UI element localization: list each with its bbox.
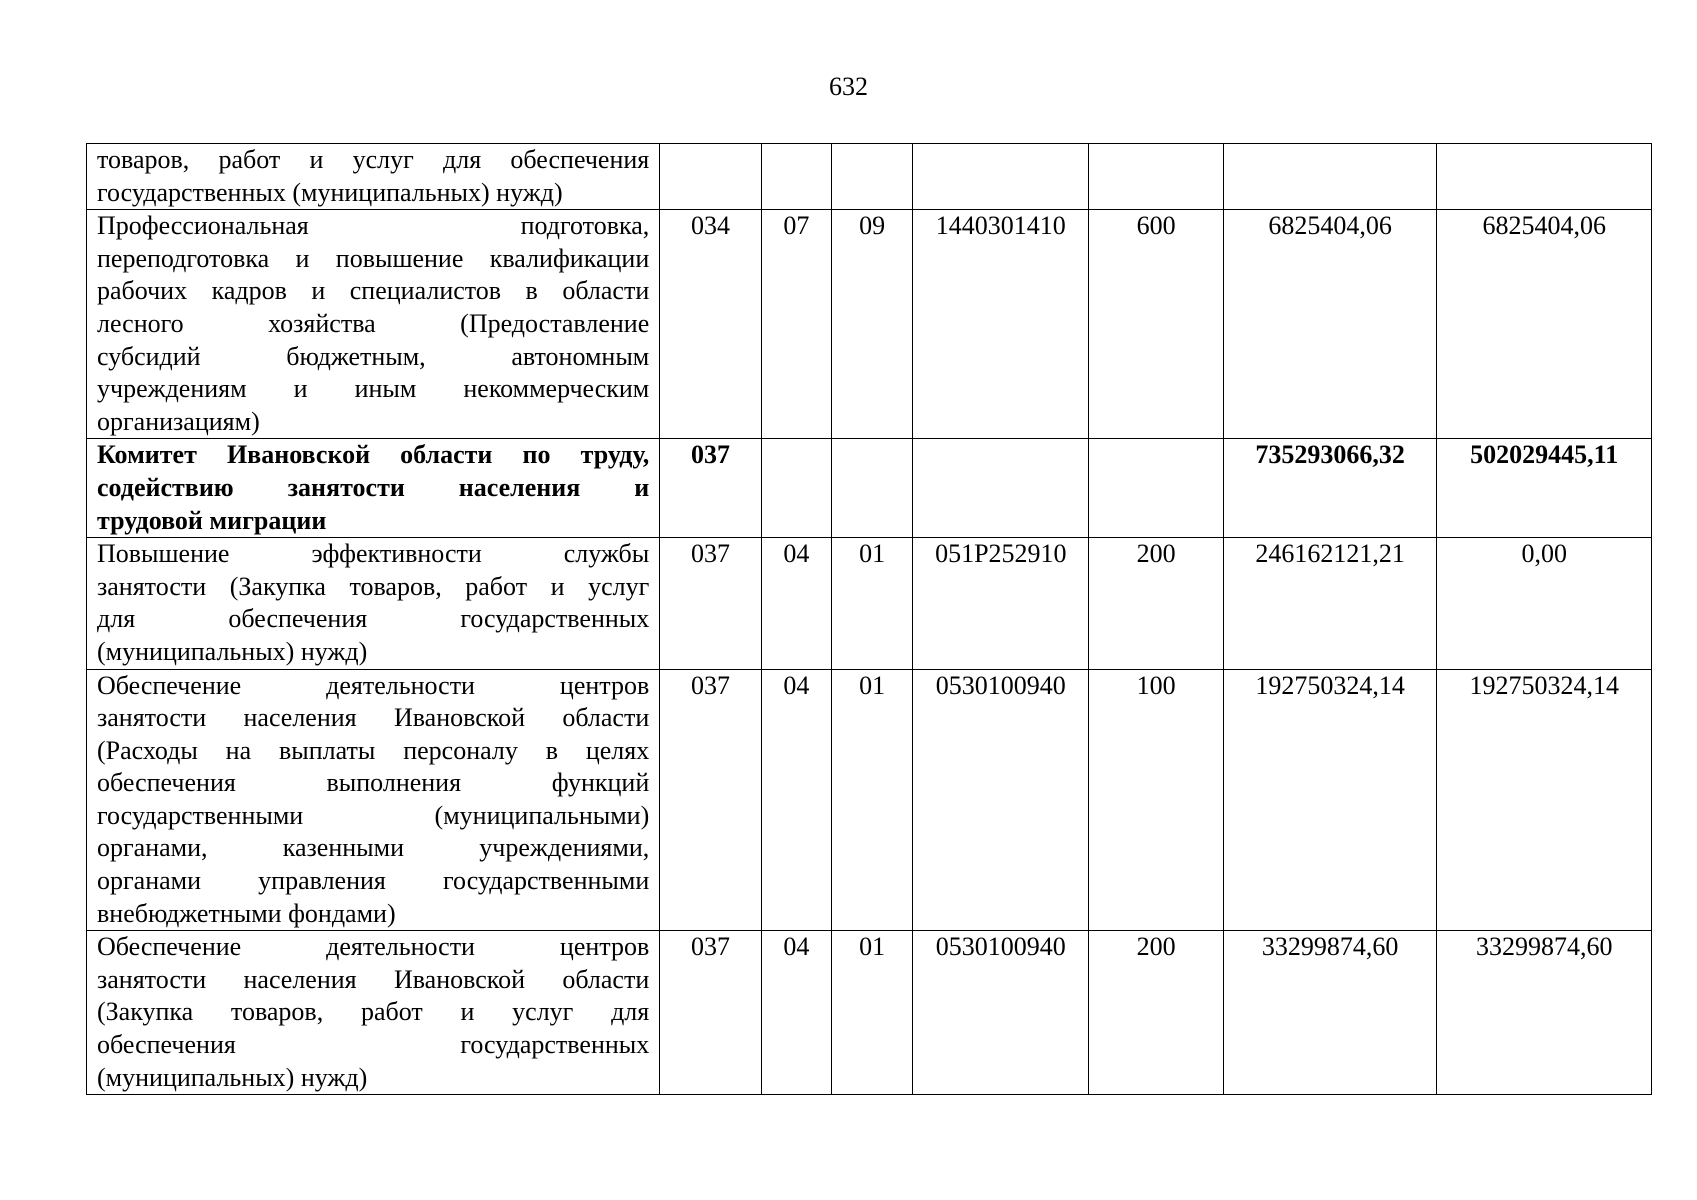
description-cell <box>87 931 660 1095</box>
grbs-code-cell: 037 <box>660 538 761 669</box>
amount-year-1-cell: 192750324,14 <box>1223 669 1437 931</box>
description-line: (Закупка товаров, работ и услуг для <box>97 997 650 1027</box>
description-line: (Расходы на выплаты персоналу в целях <box>97 735 650 765</box>
amount-year-2-cell <box>1437 144 1652 210</box>
amount-year-1-cell: 246162121,21 <box>1223 538 1437 669</box>
subsection-code-cell <box>832 439 913 538</box>
target-article-code-cell: 0530100940 <box>913 669 1089 931</box>
section-code-cell: 04 <box>761 669 831 931</box>
section-code-cell: 07 <box>761 210 831 439</box>
target-article-code-cell <box>913 144 1089 210</box>
description-line: обеспечения государственных <box>97 1030 650 1060</box>
expense-type-code-cell: 200 <box>1089 931 1224 1095</box>
description-line: для обеспечения государственных <box>97 604 650 634</box>
target-article-code-cell: 1440301410 <box>913 210 1089 439</box>
description-cell <box>87 538 660 669</box>
table-row <box>87 439 1652 538</box>
amount-year-1-cell: 6825404,06 <box>1223 210 1437 439</box>
description-line: субсидий бюджетным, автономным <box>97 341 650 371</box>
description-cell <box>87 669 660 931</box>
description-line: организациям) <box>97 406 260 436</box>
description-cell <box>87 210 660 439</box>
grbs-code-cell: 037 <box>660 931 761 1095</box>
page-number: 632 <box>829 72 868 101</box>
expense-type-code-cell: 600 <box>1089 210 1224 439</box>
amount-year-2-cell: 33299874,60 <box>1437 931 1652 1095</box>
subsection-code-cell: 01 <box>832 538 913 669</box>
description-line: органами, казенными учреждениями, <box>97 833 650 863</box>
description-line: (муниципальных) нужд) <box>97 1062 368 1092</box>
description-line: товаров, работ и услуг для обеспечения <box>97 145 650 174</box>
table-row <box>87 931 1652 1095</box>
description-line: Повышение эффективности службы <box>97 539 650 569</box>
subsection-code-cell: 01 <box>832 931 913 1095</box>
description-line: лесного хозяйства (Предоставление <box>97 308 650 338</box>
description-line: Обеспечение деятельности центров <box>97 932 650 962</box>
description-line: государственными (муниципальными) <box>97 800 650 830</box>
amount-year-2-cell: 0,00 <box>1437 538 1652 669</box>
description-line: Комитет Ивановской области по труду, <box>97 440 650 470</box>
section-code-cell <box>761 144 831 210</box>
subsection-code-cell: 09 <box>832 210 913 439</box>
description-cell <box>87 439 660 538</box>
expense-type-code-cell <box>1089 144 1224 210</box>
description-line: занятости населения Ивановской области <box>97 964 650 994</box>
table-row <box>87 669 1652 931</box>
subsection-code-cell <box>832 144 913 210</box>
amount-year-1-cell <box>1223 144 1437 210</box>
description-line: трудовой миграции <box>97 505 327 535</box>
description-line: занятости населения Ивановской области <box>97 703 650 733</box>
section-code-cell <box>761 439 831 538</box>
amount-year-2-cell: 192750324,14 <box>1437 669 1652 931</box>
table-row <box>87 144 1652 210</box>
table-row <box>87 538 1652 669</box>
grbs-code-cell <box>660 144 761 210</box>
subsection-code-cell: 01 <box>832 669 913 931</box>
description-line: государственных (муниципальных) нужд) <box>97 177 563 207</box>
amount-year-2-cell: 502029445,11 <box>1437 439 1652 538</box>
description-line: переподготовка и повышение квалификации <box>97 243 650 273</box>
amount-year-1-cell: 33299874,60 <box>1223 931 1437 1095</box>
description-line: рабочих кадров и специалистов в области <box>97 276 650 306</box>
description-line: Обеспечение деятельности центров <box>97 670 650 700</box>
expense-type-code-cell: 100 <box>1089 669 1224 931</box>
expense-type-code-cell: 200 <box>1089 538 1224 669</box>
section-code-cell: 04 <box>761 931 831 1095</box>
target-article-code-cell: 051P252910 <box>913 538 1089 669</box>
description-line: занятости (Закупка товаров, работ и услуг <box>97 571 650 601</box>
amount-year-1-cell: 735293066,32 <box>1223 439 1437 538</box>
amount-year-2-cell: 6825404,06 <box>1437 210 1652 439</box>
grbs-code-cell: 037 <box>660 439 761 538</box>
expense-type-code-cell <box>1089 439 1224 538</box>
grbs-code-cell: 034 <box>660 210 761 439</box>
description-line: органами управления государственными <box>97 866 650 896</box>
budget-table-body <box>87 144 1652 1095</box>
target-article-code-cell <box>913 439 1089 538</box>
budget-table <box>86 143 1652 1095</box>
section-code-cell: 04 <box>761 538 831 669</box>
description-line: (муниципальных) нужд) <box>97 636 368 666</box>
description-line: обеспечения выполнения функций <box>97 768 650 798</box>
table-row <box>87 210 1652 439</box>
grbs-code-cell: 037 <box>660 669 761 931</box>
description-line: Профессиональная подготовка, <box>97 211 650 241</box>
description-line: учреждениям и иным некоммерческим <box>97 374 650 404</box>
description-cell <box>87 144 660 210</box>
description-line: внебюджетными фондами) <box>97 898 396 928</box>
target-article-code-cell: 0530100940 <box>913 931 1089 1095</box>
description-line: содействию занятости населения и <box>97 472 650 502</box>
